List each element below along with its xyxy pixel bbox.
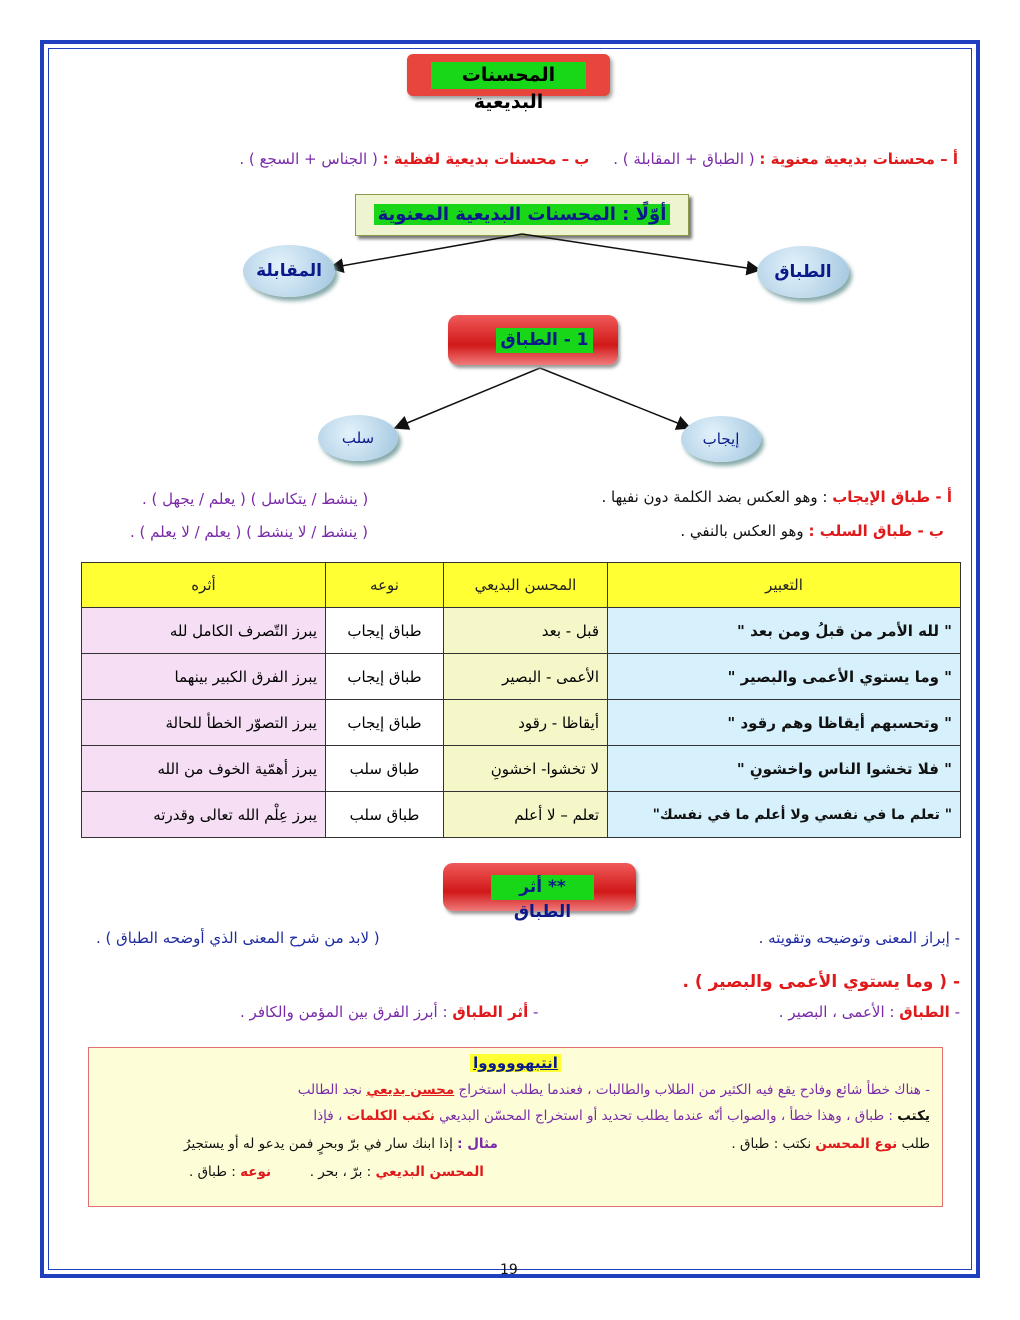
note-l4-a: المحسن البديعي	[375, 1164, 484, 1180]
effect-athar-value: : أبرز الفرق بين المؤمن والكافر .	[240, 1003, 448, 1021]
note-l4-b: : برّ ، بحر .	[309, 1164, 372, 1180]
note-line-2	[313, 1108, 930, 1124]
cell-expression: " وما يستوي الأعمى والبصير "	[608, 654, 961, 700]
note-l1-a: - هناك خطأ شائع وفادح يقع فيه الكثير من الطلاب والطالبات ، فعندما يطلب استخراج	[458, 1082, 930, 1098]
header-type: نوعه	[326, 563, 444, 608]
intro-a-label: أ – محسنات بديعية معنوية :	[759, 150, 958, 168]
salb-examples: ( ينشط / لا ينشط ) ( يعلم / لا يعلم ) .	[130, 523, 368, 541]
intro-a-items: ( الطباق + المقابلة ) .	[613, 150, 755, 168]
tibaq-ribbon	[448, 315, 618, 365]
arrow-to-ijab	[540, 368, 690, 428]
note-l1-c: نجد الطالب	[297, 1082, 363, 1098]
effect-line-1: - إبراز المعنى وتوضيحه وتقويته .	[758, 929, 960, 947]
effect-ribbon	[443, 863, 636, 922]
salb-def: وهو العكس بالنفي .	[680, 522, 804, 540]
table-row	[82, 792, 961, 838]
cell-type: طباق سلب	[326, 746, 444, 792]
effect-tibaq-label: الطباق	[899, 1003, 950, 1021]
note-line-4	[189, 1164, 484, 1180]
header-expression: التعبير	[608, 563, 961, 608]
cell-expression: " فلا تخشوا الناس واخشونِ "	[608, 746, 961, 792]
note-heading: انتبهوووووا	[470, 1054, 561, 1072]
intro-b-items: ( الجناس + السجع ) .	[239, 150, 378, 168]
table-row	[82, 608, 961, 654]
salb-node: سلب	[318, 415, 398, 461]
cell-device: الأعمى - البصير	[444, 654, 608, 700]
ijab-node: إيجاب	[681, 416, 761, 462]
note-l3-e: إذا ابنك سار في برّ وبحرٍ فمن يدعو له أو يستجيرُ	[184, 1136, 453, 1152]
cell-expression: " وتحسبهم أيقاظا وهم رقود "	[608, 700, 961, 746]
cell-effect: يبرز الفرق الكبير بينهما	[82, 654, 326, 700]
header-device: المحسن البديعي	[444, 563, 608, 608]
effect-ribbon-label: ** أثر الطباق	[491, 875, 594, 900]
note-l2-c: نكتب الكلمات	[346, 1108, 435, 1124]
cell-device: قبل - بعد	[444, 608, 608, 654]
cell-effect: يبرز أهمّية الخوف من الله	[82, 746, 326, 792]
tibaq-ribbon-label: 1 - الطباق	[496, 328, 593, 353]
note-l1-b: محسن بديعي	[366, 1082, 455, 1098]
cell-type: طباق إيجاب	[326, 608, 444, 654]
effect-example: - ( وما يستوي الأعمى والبصير ) .	[682, 972, 960, 992]
ijab-def: : وهو العكس بضد الكلمة دون نفيها .	[601, 488, 828, 506]
note-line-3-example	[184, 1136, 498, 1152]
section-heading: أوّلًا : المحسنات البديعية المعنوية	[374, 204, 671, 225]
arrow-to-muqabala	[330, 234, 522, 268]
cell-effect: يبرز عِلْم الله تعالى وقدرته	[82, 792, 326, 838]
cell-expression: " لله الأمر من قبلُ ومن بعد "	[608, 608, 961, 654]
ijab-label: أ - طباق الإيجاب	[832, 488, 952, 506]
muqabala-node: المقابلة	[243, 245, 335, 297]
cell-device: لا تخشوا- اخشونِ	[444, 746, 608, 792]
note-l3-c: نكتب : طباق .	[731, 1136, 812, 1152]
header-effect: أثره	[82, 563, 326, 608]
intro-b-label: ب – محسنات بديعية لفظية :	[382, 150, 590, 168]
table-row	[82, 700, 961, 746]
note-l2-d: ، فإذا	[313, 1108, 343, 1124]
note-l3-d: مثال :	[457, 1136, 498, 1152]
ijab-definition	[601, 488, 952, 506]
table-row	[82, 654, 961, 700]
salb-label: ب - طباق السلب :	[808, 522, 944, 540]
note-l4-d: : طباق .	[189, 1164, 236, 1180]
note-l4-c: نوعه	[240, 1164, 272, 1180]
cell-effect: يبرز التصوّر الخطأ للحالة	[82, 700, 326, 746]
table-header-row	[82, 563, 961, 608]
cell-type: طباق إيجاب	[326, 654, 444, 700]
note-l3-a: طلب	[901, 1136, 930, 1152]
cell-device: تعلم – لا أعلم	[444, 792, 608, 838]
effect-line-1-note: ( لابد من شرح المعنى الذي أوضحه الطباق ) .	[96, 929, 380, 947]
cell-expression: " تعلم ما في نفسي ولا أعلم ما في نفسك"	[608, 792, 961, 838]
tibaq-table	[81, 562, 961, 838]
attention-note	[88, 1047, 943, 1207]
salb-definition	[680, 522, 944, 540]
note-line-3	[731, 1136, 930, 1152]
tibaq-node: الطباق	[757, 246, 849, 298]
cell-type: طباق سلب	[326, 792, 444, 838]
note-l2-b: : طباق ، وهذا خطأ ، والصواب أنّه عندما يطلب تحديد أو استخراج المحسّن البديعي	[439, 1108, 893, 1124]
arrow-to-salb	[395, 368, 540, 428]
page-title: المحسنات البديعية	[431, 62, 586, 89]
diagram-arrows	[0, 0, 1020, 480]
cell-effect: يبرز التّصرف الكامل لله	[82, 608, 326, 654]
effect-tibaq-value: : الأعمى ، البصير .	[778, 1003, 895, 1021]
arrow-to-tibaq	[522, 234, 760, 270]
effect-athar-label: أثر الطباق	[452, 1003, 529, 1021]
note-l2-a: يكتب	[897, 1108, 930, 1124]
page-number: 19	[500, 1262, 518, 1278]
table-row	[82, 746, 961, 792]
ijab-examples: ( ينشط / يتكاسل ) ( يعلم / يجهل ) .	[142, 490, 369, 508]
note-l3-b: نوع المحسن	[815, 1136, 898, 1152]
effect-athar-line: - أثر الطباق : أبرز الفرق بين المؤمن والكافر .	[240, 1003, 539, 1021]
effect-tibaq-line: - الطباق : الأعمى ، البصير .	[778, 1003, 960, 1021]
note-line-1	[298, 1082, 930, 1098]
cell-device: أيقاظا - رقود	[444, 700, 608, 746]
cell-type: طباق إيجاب	[326, 700, 444, 746]
